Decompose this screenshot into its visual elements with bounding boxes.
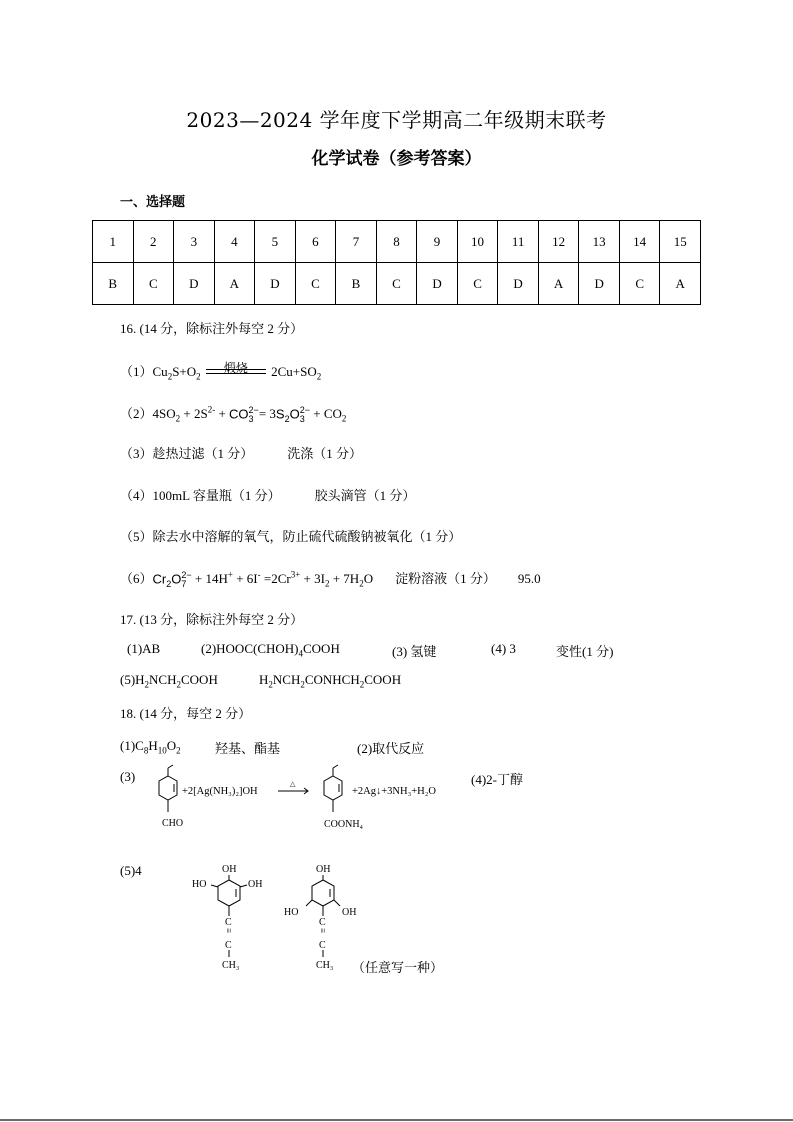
ion-charge: 2− (299, 404, 310, 415)
q16-1-sub: 2 (196, 371, 201, 382)
q17-2-sub: 4 (298, 648, 303, 659)
q17-5b-t4: COOH (364, 672, 402, 687)
q17-answer-4b: 变性(1 分) (556, 644, 614, 659)
methyl-group: CH₃ (222, 960, 240, 971)
q18-1-t1: (1)C (120, 738, 144, 753)
ion-charge: 2− (181, 569, 192, 580)
alkyne-carbon: C (225, 917, 232, 928)
section-heading-choice: 一、选择题 (120, 195, 186, 210)
answer-letter-cell: B (93, 263, 134, 305)
carbonate-ion (229, 406, 259, 424)
q16-4-text1: 100mL 容量瓶（1 分） (152, 488, 281, 503)
q16-2-t5: + CO (309, 406, 342, 421)
benzene-ring (218, 880, 240, 906)
ion-symbol: O (171, 571, 182, 586)
methyl-group: CH₃ (316, 960, 334, 971)
q16-6-sup: + (227, 569, 233, 580)
methoxy-bond (168, 765, 173, 768)
answer-letter-cell: C (133, 263, 174, 305)
alkyne-carbon: C (225, 940, 232, 951)
hydroxyl-right: OH (248, 879, 263, 890)
triple-bond: ≡ (224, 928, 234, 934)
ring-bonds (306, 875, 340, 916)
q18-header: 18. (14 分，每空 2 分） (120, 706, 252, 721)
q18-1-t2: H (148, 738, 158, 753)
answer-number-cell: 12 (538, 221, 579, 263)
q17-5-t3: COOH (181, 672, 218, 687)
q17-5b-t1: H (259, 672, 269, 687)
hydroxyl-top: OH (222, 864, 237, 875)
q16-2-label: （2） (120, 406, 153, 421)
q17-2-t2: COOH (303, 641, 340, 656)
ion-subscript: 3 (248, 413, 254, 424)
q16-5-text: 除去水中溶解的氧气，防止硫代硫酸钠被氧化（1 分） (152, 529, 462, 544)
q16-6-t5: + 7H (329, 571, 360, 586)
q16-6-sup: 3+ (290, 569, 301, 580)
answer-number-cell: 1 (93, 221, 134, 263)
ion-charge-stack (181, 571, 191, 589)
q18-answer-4: (4)2-丁醇 (471, 772, 523, 787)
answer-number-cell: 8 (376, 221, 417, 263)
ion-subscript: 2 (284, 413, 290, 424)
q17-answer-4: (4) 3 (491, 641, 516, 656)
q18-answer-1 (120, 738, 181, 754)
q17-header: 17. (13 分，除标注外每空 2 分） (120, 612, 304, 627)
q16-1-label: （1） (120, 364, 153, 379)
answer-letter-cell: C (457, 263, 498, 305)
q17-5-t2: NCH (149, 672, 177, 687)
hydroxyl-left: HO (284, 907, 299, 918)
q16-6-t4: + 3I (300, 571, 325, 586)
hydroxyl-left: HO (192, 879, 207, 890)
q16-6-t1: + 14H (191, 571, 228, 586)
q18-1-t3: O (166, 738, 177, 753)
hydroxyl-right: OH (342, 907, 357, 918)
q18-1-sub: 2 (176, 745, 181, 756)
answer-letter-cell: C (619, 263, 660, 305)
q17-answer-2 (201, 641, 340, 657)
q16-4-label: （4） (120, 488, 153, 503)
triple-bond: ≡ (318, 928, 328, 934)
q16-2-sub: 2 (175, 413, 181, 424)
q16-answer-6 (120, 568, 541, 589)
q16-1-condition: 煅烧 (223, 361, 248, 375)
benzene-ring (312, 880, 334, 906)
reagent: +2[Ag(NH₃)₂]OH (182, 786, 258, 797)
ion-symbol: CO (229, 406, 249, 421)
q17-answer-3: (3) 氢键 (392, 644, 437, 659)
q17-5b-sub: 2 (359, 679, 365, 690)
ion-subscript: 7 (181, 578, 187, 589)
q16-answer-3 (120, 443, 362, 462)
ion-symbol: S (275, 406, 285, 421)
q16-5-label: （5） (120, 529, 153, 544)
q18-5-structure-1 (188, 860, 278, 975)
answer-number-row (93, 221, 701, 263)
q16-6-sup: - (257, 569, 261, 580)
q16-6-t2: + 6I (232, 571, 258, 586)
q17-5-sub: 2 (144, 679, 150, 690)
q18-answer-5-label: (5)4 (120, 863, 142, 878)
q18-1-sub: 8 (143, 745, 149, 756)
q18-3-reaction-scheme (140, 760, 470, 835)
answer-number-cell: 2 (133, 221, 174, 263)
methoxy-bond (333, 765, 338, 768)
q16-2-t1: 4SO (152, 406, 176, 421)
q16-6-indicator: 淀粉溶液（1 分） (395, 571, 496, 586)
q16-2-sub: 2 (341, 413, 347, 424)
answer-letter-cell: D (417, 263, 458, 305)
answer-letter-cell: B (336, 263, 377, 305)
ion-symbol: O (289, 406, 300, 421)
answer-number-cell: 3 (174, 221, 215, 263)
q16-6-value: 95.0 (517, 571, 541, 586)
q16-6-t3: =2Cr (260, 571, 291, 586)
page-title: 2023—2024 学年度下学期高二年级期末联考 (186, 108, 607, 132)
q17-5b-t3: CONHCH (304, 672, 360, 687)
q16-6-sub: 2 (324, 578, 330, 589)
answer-table (92, 220, 701, 305)
page-bottom-rule (0, 1119, 793, 1121)
carboxylate-group: COONH₄ (324, 819, 364, 830)
q17-5-t1: (5)H (120, 672, 145, 687)
hydroxyl-top: OH (316, 864, 331, 875)
q16-6-t6: O (363, 571, 374, 586)
q18-answer-1b: 羟基、酯基 (215, 741, 281, 756)
q16-3-label: （3） (120, 446, 153, 461)
answer-number-cell: 6 (295, 221, 336, 263)
answer-letter-cell: D (579, 263, 620, 305)
answer-letter-cell: A (214, 263, 255, 305)
q18-answer-2: (2)取代反应 (357, 741, 425, 756)
answer-letter-cell: C (295, 263, 336, 305)
answer-number-cell: 13 (579, 221, 620, 263)
ion-charge: 2− (248, 404, 259, 415)
alkyne-carbon: C (319, 917, 326, 928)
answer-number-cell: 9 (417, 221, 458, 263)
q16-header: 16. (14 分，除标注外每空 2 分） (120, 321, 304, 336)
answer-letter-cell: D (174, 263, 215, 305)
q17-5-sub: 2 (176, 679, 181, 690)
answer-letter-row (93, 263, 701, 305)
byproducts: +2Ag↓+3NH₃+H₂O (352, 786, 436, 797)
answer-number-cell: 5 (255, 221, 296, 263)
q18-answer-3-label: (3) (120, 769, 136, 784)
q16-2-t3: + (215, 406, 230, 421)
q16-3-text2: 洗涤（1 分） (287, 446, 363, 461)
q16-4-text2: 胶头滴管（1 分） (314, 488, 416, 503)
q16-2-t2: + 2S (180, 406, 208, 421)
equation-bar (206, 373, 266, 374)
ring-bonds (211, 875, 247, 916)
equation-bar (206, 369, 266, 370)
q16-6-label: （6） (120, 571, 153, 586)
dichromate-ion (153, 571, 192, 589)
answer-number-cell: 10 (457, 221, 498, 263)
answer-number-cell: 14 (619, 221, 660, 263)
q16-2-t4: = 3 (258, 406, 276, 421)
q16-1-formula-b: S+O (172, 364, 197, 379)
ion-subscript: 3 (299, 413, 305, 424)
q16-2-sup: 2- (207, 404, 216, 415)
q16-answer-2 (120, 403, 346, 424)
q17-answer-5 (120, 672, 218, 688)
q18-5-note: （任意写一种） (352, 960, 444, 975)
ion-charge-stack (300, 406, 310, 424)
q16-6-sub: 2 (359, 578, 364, 589)
heat-condition: △ (290, 780, 296, 788)
aldehyde-group: CHO (162, 818, 184, 829)
answer-number-cell: 4 (214, 221, 255, 263)
q16-1-condition-arrow (206, 363, 266, 380)
answer-number-cell: 7 (336, 221, 377, 263)
reaction-arrow (278, 788, 308, 794)
q16-answer-5 (120, 526, 461, 545)
answer-letter-cell: D (255, 263, 296, 305)
q16-1-sub: 2 (167, 371, 173, 382)
q18-1-sub: 10 (157, 745, 167, 756)
answer-number-cell: 15 (660, 221, 701, 263)
q17-5b-t2: NCH (272, 672, 301, 687)
answer-letter-cell: A (660, 263, 701, 305)
q17-5b-sub: 2 (268, 679, 273, 690)
q16-answer-1 (120, 361, 321, 380)
thiosulfate-ion (276, 406, 310, 424)
alkyne-carbon: C (319, 940, 326, 951)
q16-3-text1: 趁热过滤（1 分） (152, 446, 254, 461)
ion-charge-stack (249, 406, 259, 424)
answer-number-cell: 11 (498, 221, 539, 263)
page-subtitle: 化学试卷（参考答案） (311, 149, 482, 169)
product-structure (324, 765, 342, 812)
q17-2-t1: (2)HOOC(CHOH) (201, 641, 299, 656)
q17-5b-sub: 2 (300, 679, 305, 690)
anisaldehyde-structure (159, 765, 177, 812)
q16-1-formula-a: Cu (152, 364, 168, 379)
ion-subscript: 2 (166, 578, 172, 589)
q16-answer-4 (120, 485, 415, 504)
ion-symbol: Cr (152, 571, 167, 586)
answer-letter-cell: A (538, 263, 579, 305)
q16-1-product: 2Cu+SO (271, 364, 317, 379)
answer-letter-cell: D (498, 263, 539, 305)
q17-answer-1: (1)AB (127, 641, 161, 656)
answer-letter-cell: C (376, 263, 417, 305)
q17-answer-5b (259, 672, 401, 688)
q16-1-sub: 2 (316, 371, 322, 382)
